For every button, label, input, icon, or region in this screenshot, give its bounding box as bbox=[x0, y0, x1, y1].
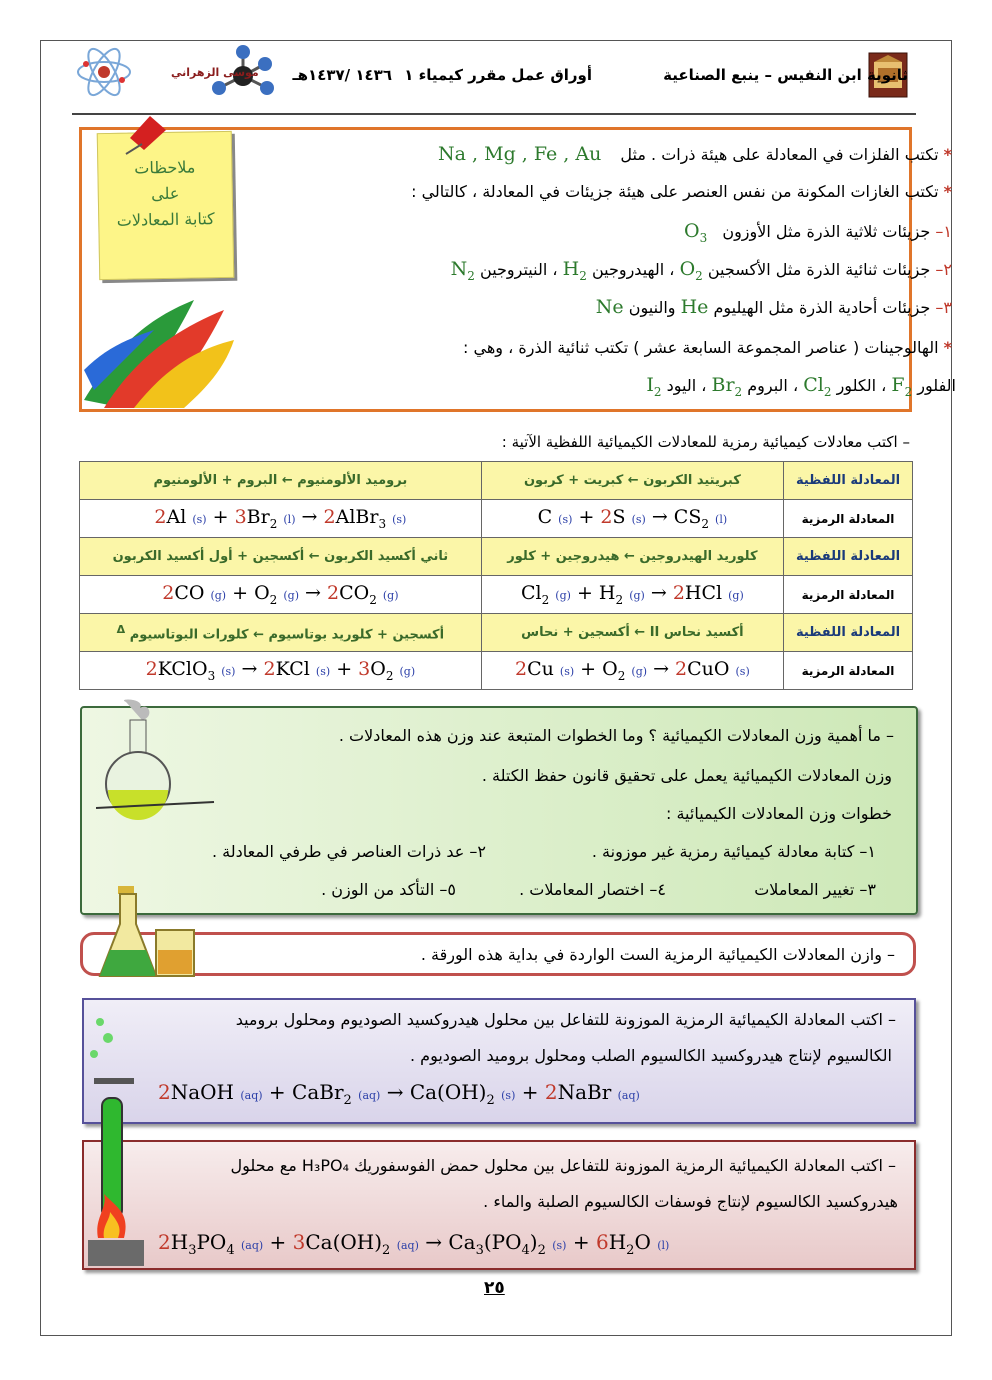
table-cell: ثاني أكسيد الكربون ← أكسجين + أول أكسيد الكربون bbox=[80, 538, 482, 576]
academic-year: ١٤٣٦ /١٤٣٧هـ bbox=[292, 66, 392, 84]
beaker-icon bbox=[96, 884, 200, 980]
halogens-list: الفلور $F_2$ ، الكلور $Cl_2$ ، البروم $Br_2$ ، اليود $I_2$ bbox=[646, 374, 956, 399]
question-2-box bbox=[82, 1140, 916, 1270]
step-5: ٥– التأكد من الوزن . bbox=[321, 880, 456, 899]
table-row bbox=[80, 462, 913, 500]
header-divider bbox=[72, 113, 916, 115]
q1-equation: 2NaOH (aq) + CaBr$_2$ $(aq) \to Ca(OH)_2$ (s) + 2NaBr (aq) bbox=[158, 1080, 640, 1108]
author-name: موسى الزهراني bbox=[171, 66, 259, 79]
task-box bbox=[80, 932, 916, 976]
q1-line-1: – اكتب المعادلة الكيميائية الرمزية الموزونة للتفاعل بين محلول هيدروكسيد الصوديوم ومحلول بروميد bbox=[235, 1010, 896, 1029]
row-label: المعادلة اللفظية bbox=[784, 462, 913, 500]
step-3: ٣– تغيير المعاملات bbox=[754, 880, 876, 899]
step-2: ٢– عد ذرات العناصر في طرفي المعادلة . bbox=[211, 842, 486, 861]
flask-icon bbox=[96, 698, 216, 828]
atom-icon bbox=[76, 40, 132, 102]
step-1: ١– كتابة معادلة كيميائية رمزية غير موزونة . bbox=[591, 842, 876, 861]
row-label: المعادلة الرمزية bbox=[784, 652, 913, 690]
task-text: – وازن المعادلات الكيميائية الرمزية الست الواردة في بداية هذه الورقة . bbox=[420, 945, 895, 964]
sticky-line-3: كتابة المعادلات bbox=[116, 209, 215, 230]
table-cell: كبريتيد الكربون ← كبريت + كربون bbox=[481, 462, 783, 500]
table-row bbox=[80, 614, 913, 652]
question-1-box bbox=[82, 998, 916, 1124]
pushpin-icon bbox=[120, 108, 172, 156]
heat-symbol: Δ bbox=[116, 622, 126, 636]
diatomic-note: ٢– جزيئات ثنائية الذرة مثل الأكسجين $O_2$ ، الهيدروجين $H_2$ ، النيتروجين $N_2$ bbox=[450, 258, 952, 283]
row-label: المعادلة الرمزية bbox=[784, 576, 913, 614]
monoatomic-note: ٣– جزيئات أحادية الذرة مثل الهيليوم He والنيون Ne bbox=[595, 296, 952, 318]
q1-line-2: الكالسيوم لإنتاج هيدروكسيد الكالسيوم الصلب ومحلول بروميد الصوديوم . bbox=[409, 1046, 892, 1065]
table-cell: $Cl_2$ $(g) + H_2$ (g) → 2HCl (g) bbox=[481, 576, 783, 614]
table-cell: C (s) + 2S $(s) \to CS_2$ (l) bbox=[481, 500, 783, 538]
halogens-note: * الهالوجينات ( عناصر المجموعة السابعة عشر ) تكتب ثنائية الذرة ، وهي : bbox=[463, 338, 952, 357]
balancing-question: – ما أهمية وزن المعادلات الكيميائية ؟ وما الخطوات المتبعة عند وزن هذه المعادلات . bbox=[338, 726, 894, 745]
steps-title: خطوات وزن المعادلات الكيميائية : bbox=[666, 804, 892, 823]
sticky-line-2: على bbox=[151, 183, 180, 204]
table-cell: بروميد الألومنيوم ← البروم + الألومنيوم bbox=[80, 462, 482, 500]
step-4: ٤– اختصار المعاملات . bbox=[519, 880, 666, 899]
gases-note: * تكتب الغازات المكونة من نفس العنصر على هيئة جزيئات في المعادلة ، كالتالي : bbox=[411, 182, 952, 201]
q2-equation: $2H_3PO_4$ $(aq) + 3Ca(OH)_2$ $(aq) \to Ca_3(PO_4)_2$ $(s) + 6H_2O$ (l) bbox=[158, 1230, 670, 1258]
table-cell: 2KClO$_3$ (s) → 2KCl $(s) + 3O_2$ (g) bbox=[80, 652, 482, 690]
table-cell: أكسيد نحاس II ← أكسجين + نحاس bbox=[481, 614, 783, 652]
triatomic-note: ١– جزيئات ثلاثية الذرة مثل الأوزون $O_3$ bbox=[684, 220, 952, 245]
metals-note: * تكتب الفلزات في المعادلة على هيئة ذرات . مثل Na , Mg , Fe , Au bbox=[438, 143, 952, 165]
table-row bbox=[80, 500, 913, 538]
row-label: المعادلة اللفظية bbox=[784, 614, 913, 652]
course-name: أوراق عمل مقرر كيمياء ١ bbox=[404, 66, 592, 84]
table-row bbox=[80, 652, 913, 690]
table-cell: أكسجين + كلوريد بوتاسيوم ← كلورات البوتاسيوم $^\Delta$ bbox=[80, 614, 482, 652]
q2-line-1: – اكتب المعادلة الكيميائية الرمزية الموزونة للتفاعل بين محلول حمض الفوسفوريك H₃PO₄ مع محلول bbox=[230, 1156, 896, 1175]
table-cell: كلوريد الهيدروجين ← هيدروجين + كلور bbox=[481, 538, 783, 576]
test-tube-burner-icon bbox=[84, 1008, 154, 1270]
table-cell: 2CO $(g) + O_2$ $(g) \to 2CO_2$ (g) bbox=[80, 576, 482, 614]
row-label: المعادلة اللفظية bbox=[784, 538, 913, 576]
paint-splash-icon bbox=[84, 290, 234, 408]
sticky-line-1: ملاحظات bbox=[134, 157, 196, 178]
equations-table bbox=[79, 461, 913, 690]
metals-formulas: Na , Mg , Fe , Au bbox=[438, 143, 602, 165]
q2-line-2: هيدروكسيد الكالسيوم لإنتاج فوسفات الكالسيوم الصلبة والماء . bbox=[483, 1192, 898, 1211]
page-number: ٢٥ bbox=[484, 1278, 505, 1298]
table-row bbox=[80, 576, 913, 614]
table-cell: 2Al $(s) + 3Br_2$ (l) → 2AlBr$_3$ (s) bbox=[80, 500, 482, 538]
table-row bbox=[80, 538, 913, 576]
table-cell: 2Cu $(s) + O_2$ (g) → 2CuO (s) bbox=[481, 652, 783, 690]
school-name: ثانوية ابن النفيس – ينبع الصناعية bbox=[663, 66, 908, 84]
balancing-answer: وزن المعادلات الكيميائية يعمل على تحقيق قانون حفظ الكتلة . bbox=[481, 766, 892, 785]
table-title: – اكتب معادلات كيميائية رمزية للمعادلات الكيميائية اللفظية الآتية : bbox=[501, 433, 910, 451]
row-label: المعادلة الرمزية bbox=[784, 500, 913, 538]
